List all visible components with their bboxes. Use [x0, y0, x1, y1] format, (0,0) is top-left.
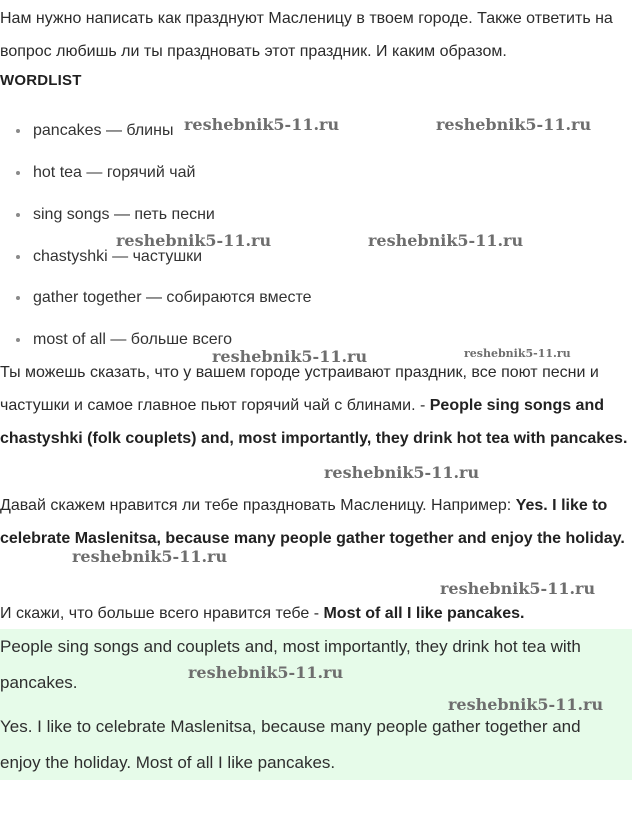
- bullet-icon: [16, 338, 20, 342]
- example-answer: Yes. I like to celebrate Maslenitsa, because many people gather together and enjoy the holiday.: [0, 497, 625, 547]
- watermark: reshebnik5-11.ru: [368, 231, 524, 250]
- intro-text: Нам нужно написать как празднуют Масленицу в твоем городе. Также ответить на вопрос любишь ли ты праздновать этот праздник. И каким образом.: [0, 10, 613, 60]
- bullet-icon: [16, 296, 20, 300]
- bullet-icon: [16, 171, 20, 175]
- list-item-text: chastyshki — частушки: [33, 248, 203, 265]
- watermark: reshebnik5-11.ru: [188, 663, 344, 682]
- list-item-text: pancakes — блины: [33, 122, 174, 139]
- example-answer: Most of all I like pancakes.: [323, 605, 525, 622]
- explanation-text: Давай скажем нравится ли тебе праздновать Масленицу. Например:: [0, 497, 516, 514]
- watermark: reshebnik5-11.ru: [116, 231, 272, 250]
- watermark: reshebnik5-11.ru: [440, 579, 596, 598]
- explanation-text: Ты можешь сказать, что у вашем городе устраивают праздник, все поют песни и частушки и самое главное пьют горячий чай с блинами. -: [0, 364, 599, 414]
- watermark: reshebnik5-11.ru: [436, 115, 592, 134]
- bullet-icon: [16, 213, 20, 217]
- answer-box: [0, 629, 632, 780]
- explanation-paragraph: [0, 597, 628, 630]
- list-item-text: gather together — собираются вместе: [33, 289, 312, 306]
- bullet-icon: [16, 129, 20, 133]
- explanation-paragraph: [0, 489, 628, 555]
- watermark: reshebnik5-11.ru: [212, 347, 368, 366]
- explanation-paragraph: [0, 356, 628, 455]
- watermark: reshebnik5-11.ru: [448, 695, 604, 714]
- watermark: reshebnik5-11.ru: [72, 547, 228, 566]
- list-item-text: hot tea — горячий чай: [33, 164, 196, 181]
- wordlist-title: WORDLIST: [0, 72, 82, 89]
- bullet-icon: [16, 255, 20, 259]
- watermark: reshebnik5-11.ru: [324, 463, 480, 482]
- explanation-text: И скажи, что больше всего нравится тебе -: [0, 605, 324, 622]
- list-item-text: most of all — больше всего: [33, 331, 232, 348]
- answer-text: Yes. I like to celebrate Maslenitsa, because many people gather together and enjoy the holiday. Most of all I like pancakes.: [0, 717, 581, 772]
- example-answer: People sing songs and chastyshki (folk couplets) and, most importantly, they drink hot tea with pancakes.: [0, 397, 628, 447]
- list-item-text: sing songs — петь песни: [33, 206, 215, 223]
- watermark: reshebnik5-11.ru: [464, 347, 571, 360]
- watermark: reshebnik5-11.ru: [184, 115, 340, 134]
- answer-text: People sing songs and couplets and, most importantly, they drink hot tea with pancakes.: [0, 637, 581, 692]
